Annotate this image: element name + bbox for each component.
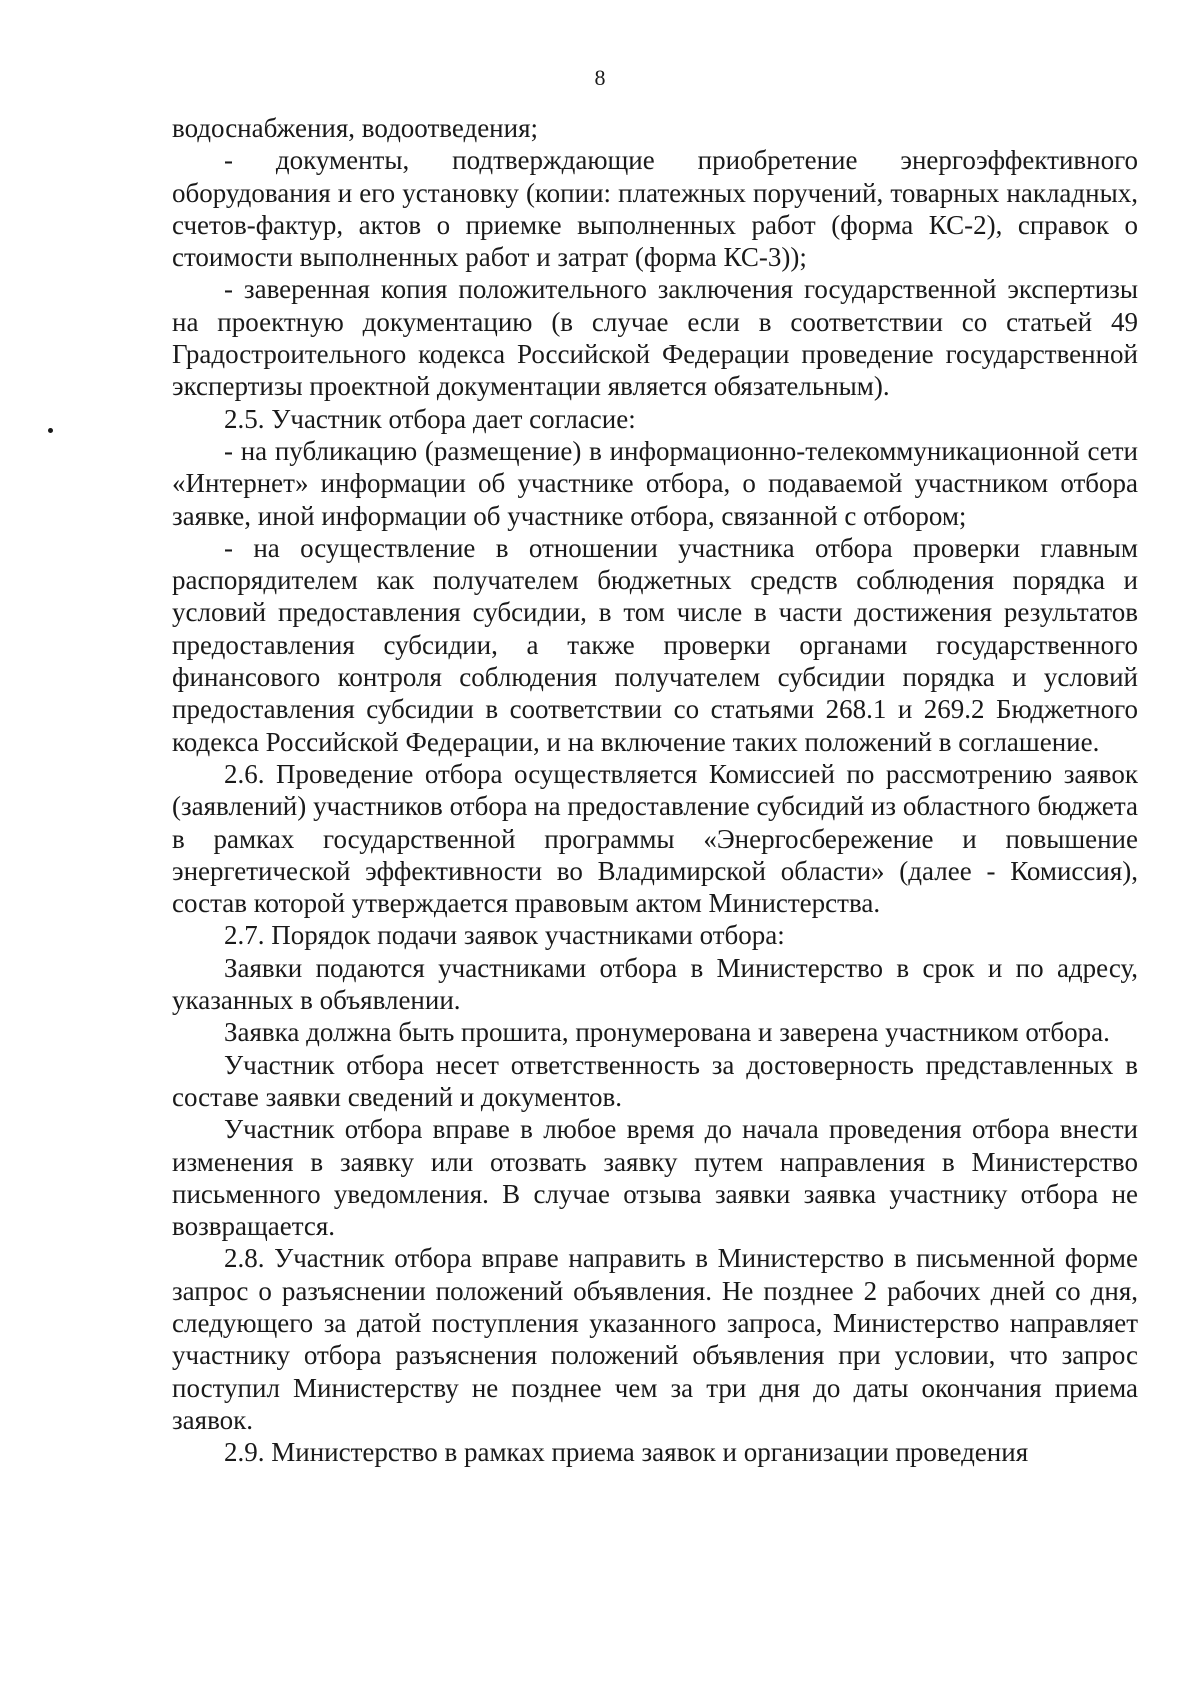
paragraph: 2.8. Участник отбора вправе направить в Министерство в письменной форме запрос о разъяснении положений объявления. Не позднее 2 рабочих дней со дня, следующего за датой поступления указанного запроса, Министерство направляет участнику отбора разъяснения положений объявления при условии, что запрос поступил Министерству не позднее чем за три дня до даты окончания приема заявок. xyxy=(172,1243,1138,1435)
paragraph: 2.7. Порядок подачи заявок участниками отбора: xyxy=(224,920,785,951)
paragraph: Участник отбора несет ответственность за достоверность представленных в составе заявки сведений и документов. xyxy=(172,1049,1138,1112)
paragraph: 2.5. Участник отбора дает согласие: xyxy=(224,403,636,434)
paragraph: водоснабжения, водоотведения; xyxy=(172,113,539,143)
page-number: 8 xyxy=(594,65,606,90)
paragraph: - на осуществление в отношении участника отбора проверки главным распорядителем как получателем бюджетных средств соблюдения порядка и условий предоставления субсидии, в том числе в части достижения результатов предоставления субсидии, а также проверки органами государственного финансового контроля соблюдения получателем субсидии порядка и условий предоставления субсидии в соответствии со статьями 268.1 и 269.2 Бюджетного кодекса Российской Федерации, и на включение таких положений в соглашение. xyxy=(172,532,1138,757)
paragraph: - на публикацию (размещение) в информационно-телекоммуникационной сети «Интернет» информации об участнике отбора, о подаваемой участником отбора заявке, иной информации об участнике отбора, связанной с отбором; xyxy=(172,435,1138,531)
paragraph: Участник отбора вправе в любое время до начала проведения отбора внести изменения в заявку или отозвать заявку путем направления в Министерство письменного уведомления. В случае отзыва заявки заявка участнику отбора не возвращается. xyxy=(172,1114,1138,1242)
paragraph: 2.6. Проведение отбора осуществляется Комиссией по рассмотрению заявок (заявлений) участников отбора на предоставление субсидий из областного бюджета в рамках государственной программы «Энергосбережение и повышение энергетической эффективности во Владимирской области» (далее - Комиссия), состав которой утверждается правовым актом Министерства. xyxy=(172,758,1138,919)
paragraph: Заявка должна быть прошита, пронумерована и заверена участником отбора. xyxy=(224,1017,1110,1048)
paragraph: 2.9. Министерство в рамках приема заявок и организации проведения xyxy=(224,1437,1029,1468)
scan-speck xyxy=(48,428,53,433)
paragraph: Заявки подаются участниками отбора в Министерство в срок и по адресу, указанных в объявлении. xyxy=(172,952,1138,1016)
paragraph: - документы, подтверждающие приобретение энергоэффективного оборудования и его установку (копии: платежных поручений, товарных накладных, счетов-фактур, актов о приемке выполненных работ (форма КС-2), справок о стоимости выполненных работ и затрат (форма КС-3)); xyxy=(172,145,1138,273)
paragraph: - заверенная копия положительного заключения государственной экспертизы на проектную документацию (в случае если в соответствии со статьей 49 Градостроительного кодекса Российской Федерации проведение государственной экспертизы проектной документации является обязательным). xyxy=(172,274,1138,402)
document-body xyxy=(172,112,1138,1468)
